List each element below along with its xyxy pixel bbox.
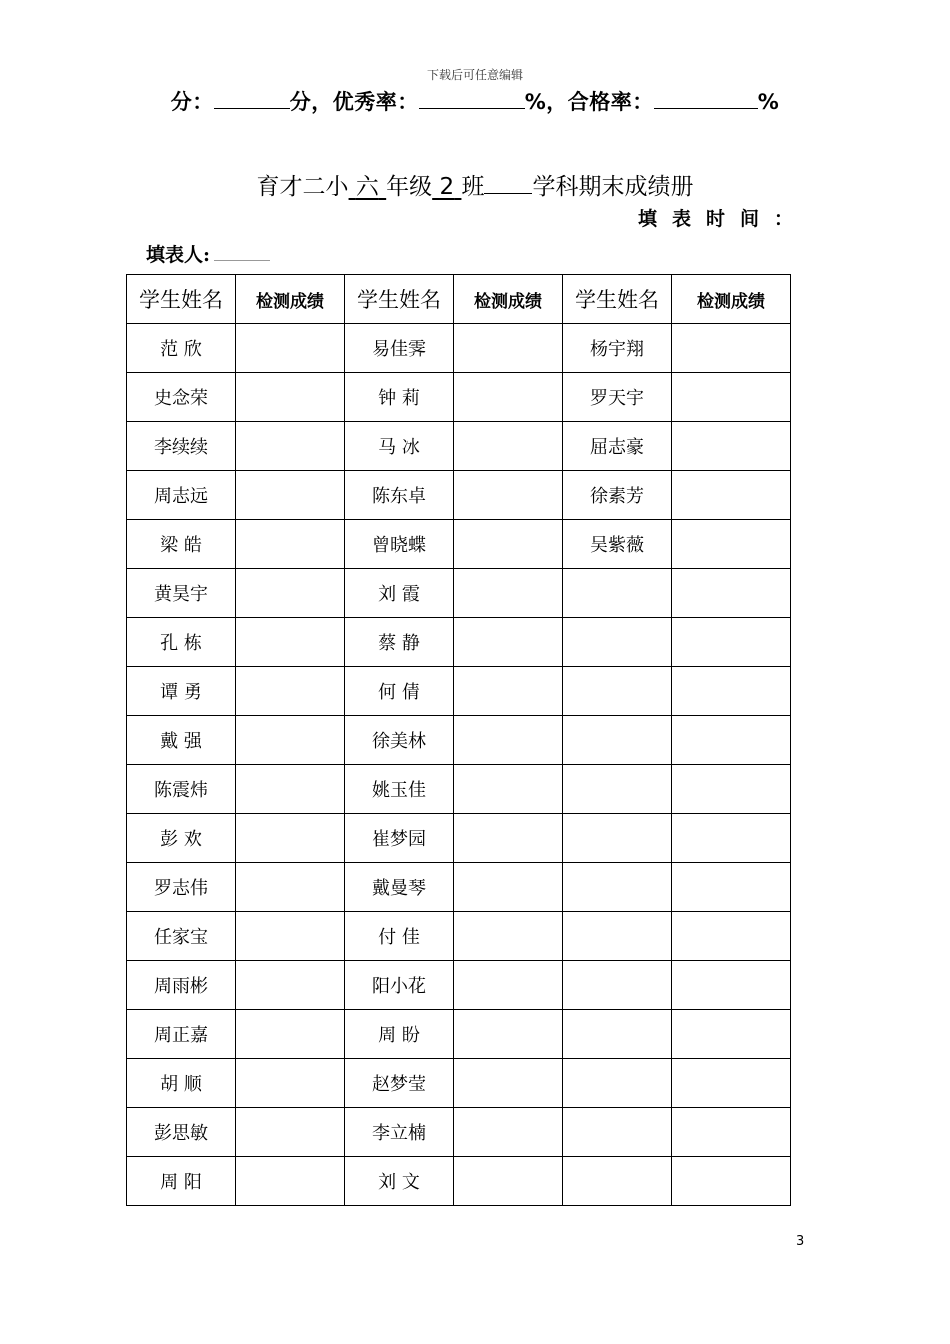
header-score-2: 检测成绩: [454, 275, 563, 324]
table-row: [127, 961, 791, 1010]
score-cell[interactable]: [672, 1157, 791, 1206]
student-name-cell: 罗志伟: [127, 863, 236, 912]
score-cell[interactable]: [454, 618, 563, 667]
student-name-cell: 阳小花: [345, 961, 454, 1010]
student-name-cell: [563, 716, 672, 765]
score-cell[interactable]: [236, 618, 345, 667]
table-header-row: [127, 275, 791, 324]
student-name-cell: [563, 863, 672, 912]
title-subject-blank: [484, 173, 532, 194]
student-name-cell: 何 倩: [345, 667, 454, 716]
student-name-cell: 刘 文: [345, 1157, 454, 1206]
table-row: [127, 471, 791, 520]
score-table-body: [127, 324, 791, 1206]
page-number: 3: [796, 1234, 805, 1249]
table-row: [127, 324, 791, 373]
table-row: [127, 1108, 791, 1157]
student-name-cell: 周雨彬: [127, 961, 236, 1010]
score-cell[interactable]: [454, 471, 563, 520]
score-cell[interactable]: [672, 422, 791, 471]
score-cell[interactable]: [672, 961, 791, 1010]
stats-line: [0, 86, 950, 116]
excellence-rate-blank: [419, 88, 525, 109]
title-class-number: 2: [439, 174, 455, 200]
student-name-cell: 徐素芳: [563, 471, 672, 520]
student-name-cell: 刘 霞: [345, 569, 454, 618]
student-name-cell: 吴紫薇: [563, 520, 672, 569]
score-cell[interactable]: [454, 667, 563, 716]
score-cell[interactable]: [454, 324, 563, 373]
score-cell[interactable]: [236, 912, 345, 961]
filler-label: 填表人:: [146, 244, 211, 266]
score-blank: [214, 88, 290, 109]
student-name-cell: 彭思敏: [127, 1108, 236, 1157]
student-name-cell: 马 冰: [345, 422, 454, 471]
score-cell[interactable]: [236, 814, 345, 863]
score-cell[interactable]: [236, 1010, 345, 1059]
score-cell[interactable]: [672, 373, 791, 422]
score-cell[interactable]: [454, 765, 563, 814]
student-name-cell: [563, 569, 672, 618]
score-cell[interactable]: [672, 618, 791, 667]
table-row: [127, 1010, 791, 1059]
student-name-cell: 史念荣: [127, 373, 236, 422]
student-name-cell: 梁 皓: [127, 520, 236, 569]
student-name-cell: 戴曼琴: [345, 863, 454, 912]
filler-field: [146, 240, 270, 267]
score-cell[interactable]: [672, 1059, 791, 1108]
student-name-cell: 范 欣: [127, 324, 236, 373]
pass-rate-blank: [654, 88, 758, 109]
header-score-3: 检测成绩: [672, 275, 791, 324]
student-name-cell: 孔 栋: [127, 618, 236, 667]
student-name-cell: 徐美林: [345, 716, 454, 765]
student-name-cell: 屈志豪: [563, 422, 672, 471]
student-name-cell: 周 盼: [345, 1010, 454, 1059]
score-cell[interactable]: [672, 667, 791, 716]
score-cell[interactable]: [454, 520, 563, 569]
header-student-name-2: 学生姓名: [345, 275, 454, 324]
score-cell[interactable]: [454, 1059, 563, 1108]
score-cell[interactable]: [236, 716, 345, 765]
student-name-cell: [563, 1010, 672, 1059]
student-name-cell: 戴 强: [127, 716, 236, 765]
score-cell[interactable]: [236, 667, 345, 716]
score-cell[interactable]: [672, 814, 791, 863]
score-cell[interactable]: [672, 471, 791, 520]
score-cell[interactable]: [236, 324, 345, 373]
student-name-cell: 彭 欢: [127, 814, 236, 863]
title-class-label: 班: [461, 174, 485, 200]
student-name-cell: [563, 1157, 672, 1206]
student-name-cell: 赵梦莹: [345, 1059, 454, 1108]
student-name-cell: 李续续: [127, 422, 236, 471]
score-cell[interactable]: [236, 569, 345, 618]
table-row: [127, 667, 791, 716]
score-cell[interactable]: [454, 422, 563, 471]
student-name-cell: 谭 勇: [127, 667, 236, 716]
score-cell[interactable]: [236, 520, 345, 569]
score-cell[interactable]: [672, 765, 791, 814]
student-name-cell: 周 阳: [127, 1157, 236, 1206]
student-name-cell: 胡 顺: [127, 1059, 236, 1108]
fill-time-label: 填表时间：: [637, 208, 808, 230]
table-row: [127, 814, 791, 863]
score-cell[interactable]: [454, 373, 563, 422]
header-student-name-1: 学生姓名: [127, 275, 236, 324]
student-name-cell: 付 佳: [345, 912, 454, 961]
score-cell[interactable]: [672, 520, 791, 569]
score-cell[interactable]: [454, 1157, 563, 1206]
score-cell[interactable]: [454, 961, 563, 1010]
student-name-cell: 罗天宇: [563, 373, 672, 422]
score-cell[interactable]: [454, 814, 563, 863]
score-cell[interactable]: [454, 1010, 563, 1059]
watermark-text: 下载后可任意编辑: [426, 68, 523, 82]
score-cell[interactable]: [236, 373, 345, 422]
score-cell[interactable]: [672, 1010, 791, 1059]
score-cell[interactable]: [236, 1059, 345, 1108]
student-name-cell: 陈东卓: [345, 471, 454, 520]
score-cell[interactable]: [454, 569, 563, 618]
table-row: [127, 618, 791, 667]
student-name-cell: [563, 961, 672, 1010]
score-cell[interactable]: [672, 716, 791, 765]
score-cell[interactable]: [454, 912, 563, 961]
table-row: [127, 422, 791, 471]
student-name-cell: 李立楠: [345, 1108, 454, 1157]
table-row: [127, 1157, 791, 1206]
page-title: [0, 168, 950, 201]
filler-blank: [214, 244, 270, 261]
score-cell[interactable]: [672, 912, 791, 961]
student-name-cell: [563, 765, 672, 814]
student-name-cell: 曾晓蝶: [345, 520, 454, 569]
student-name-cell: [563, 1108, 672, 1157]
student-name-cell: 杨宇翔: [563, 324, 672, 373]
student-name-cell: [563, 912, 672, 961]
table-row: [127, 912, 791, 961]
student-name-cell: 蔡 静: [345, 618, 454, 667]
score-cell[interactable]: [672, 569, 791, 618]
excellence-rate-label: 分，优秀率：: [289, 90, 419, 114]
student-name-cell: [563, 814, 672, 863]
percent-sign: %: [757, 90, 780, 114]
table-row: [127, 1059, 791, 1108]
student-name-cell: 任家宝: [127, 912, 236, 961]
student-name-cell: 黄昊宇: [127, 569, 236, 618]
student-name-cell: [563, 1059, 672, 1108]
score-cell[interactable]: [236, 1108, 345, 1157]
table-row: [127, 765, 791, 814]
student-name-cell: 陈震炜: [127, 765, 236, 814]
student-name-cell: 周志远: [127, 471, 236, 520]
score-cell[interactable]: [236, 422, 345, 471]
student-name-cell: [563, 618, 672, 667]
table-row: [127, 373, 791, 422]
title-grade: 六: [355, 174, 379, 200]
score-cell[interactable]: [236, 1157, 345, 1206]
pass-rate-label: %，合格率：: [524, 90, 654, 114]
score-cell[interactable]: [454, 863, 563, 912]
table-row: [127, 569, 791, 618]
student-name-cell: 姚玉佳: [345, 765, 454, 814]
score-cell[interactable]: [672, 324, 791, 373]
table-row: [127, 520, 791, 569]
student-name-cell: [563, 667, 672, 716]
title-school: 育才二小: [256, 174, 349, 200]
score-cell[interactable]: [236, 961, 345, 1010]
score-cell[interactable]: [672, 863, 791, 912]
title-suffix: 学科期末成绩册: [532, 174, 694, 200]
score-table: [126, 274, 791, 1206]
score-cell[interactable]: [454, 716, 563, 765]
table-row: [127, 716, 791, 765]
student-name-cell: 易佳霁: [345, 324, 454, 373]
header-score-1: 检测成绩: [236, 275, 345, 324]
score-cell[interactable]: [672, 1108, 791, 1157]
student-name-cell: 钟 莉: [345, 373, 454, 422]
title-grade-label: 年级: [386, 174, 433, 200]
score-cell[interactable]: [454, 1108, 563, 1157]
student-name-cell: 崔梦园: [345, 814, 454, 863]
score-label: 分：: [170, 90, 214, 114]
header-student-name-3: 学生姓名: [563, 275, 672, 324]
score-cell[interactable]: [236, 765, 345, 814]
score-cell[interactable]: [236, 863, 345, 912]
student-name-cell: 周正嘉: [127, 1010, 236, 1059]
table-row: [127, 863, 791, 912]
score-cell[interactable]: [236, 471, 345, 520]
